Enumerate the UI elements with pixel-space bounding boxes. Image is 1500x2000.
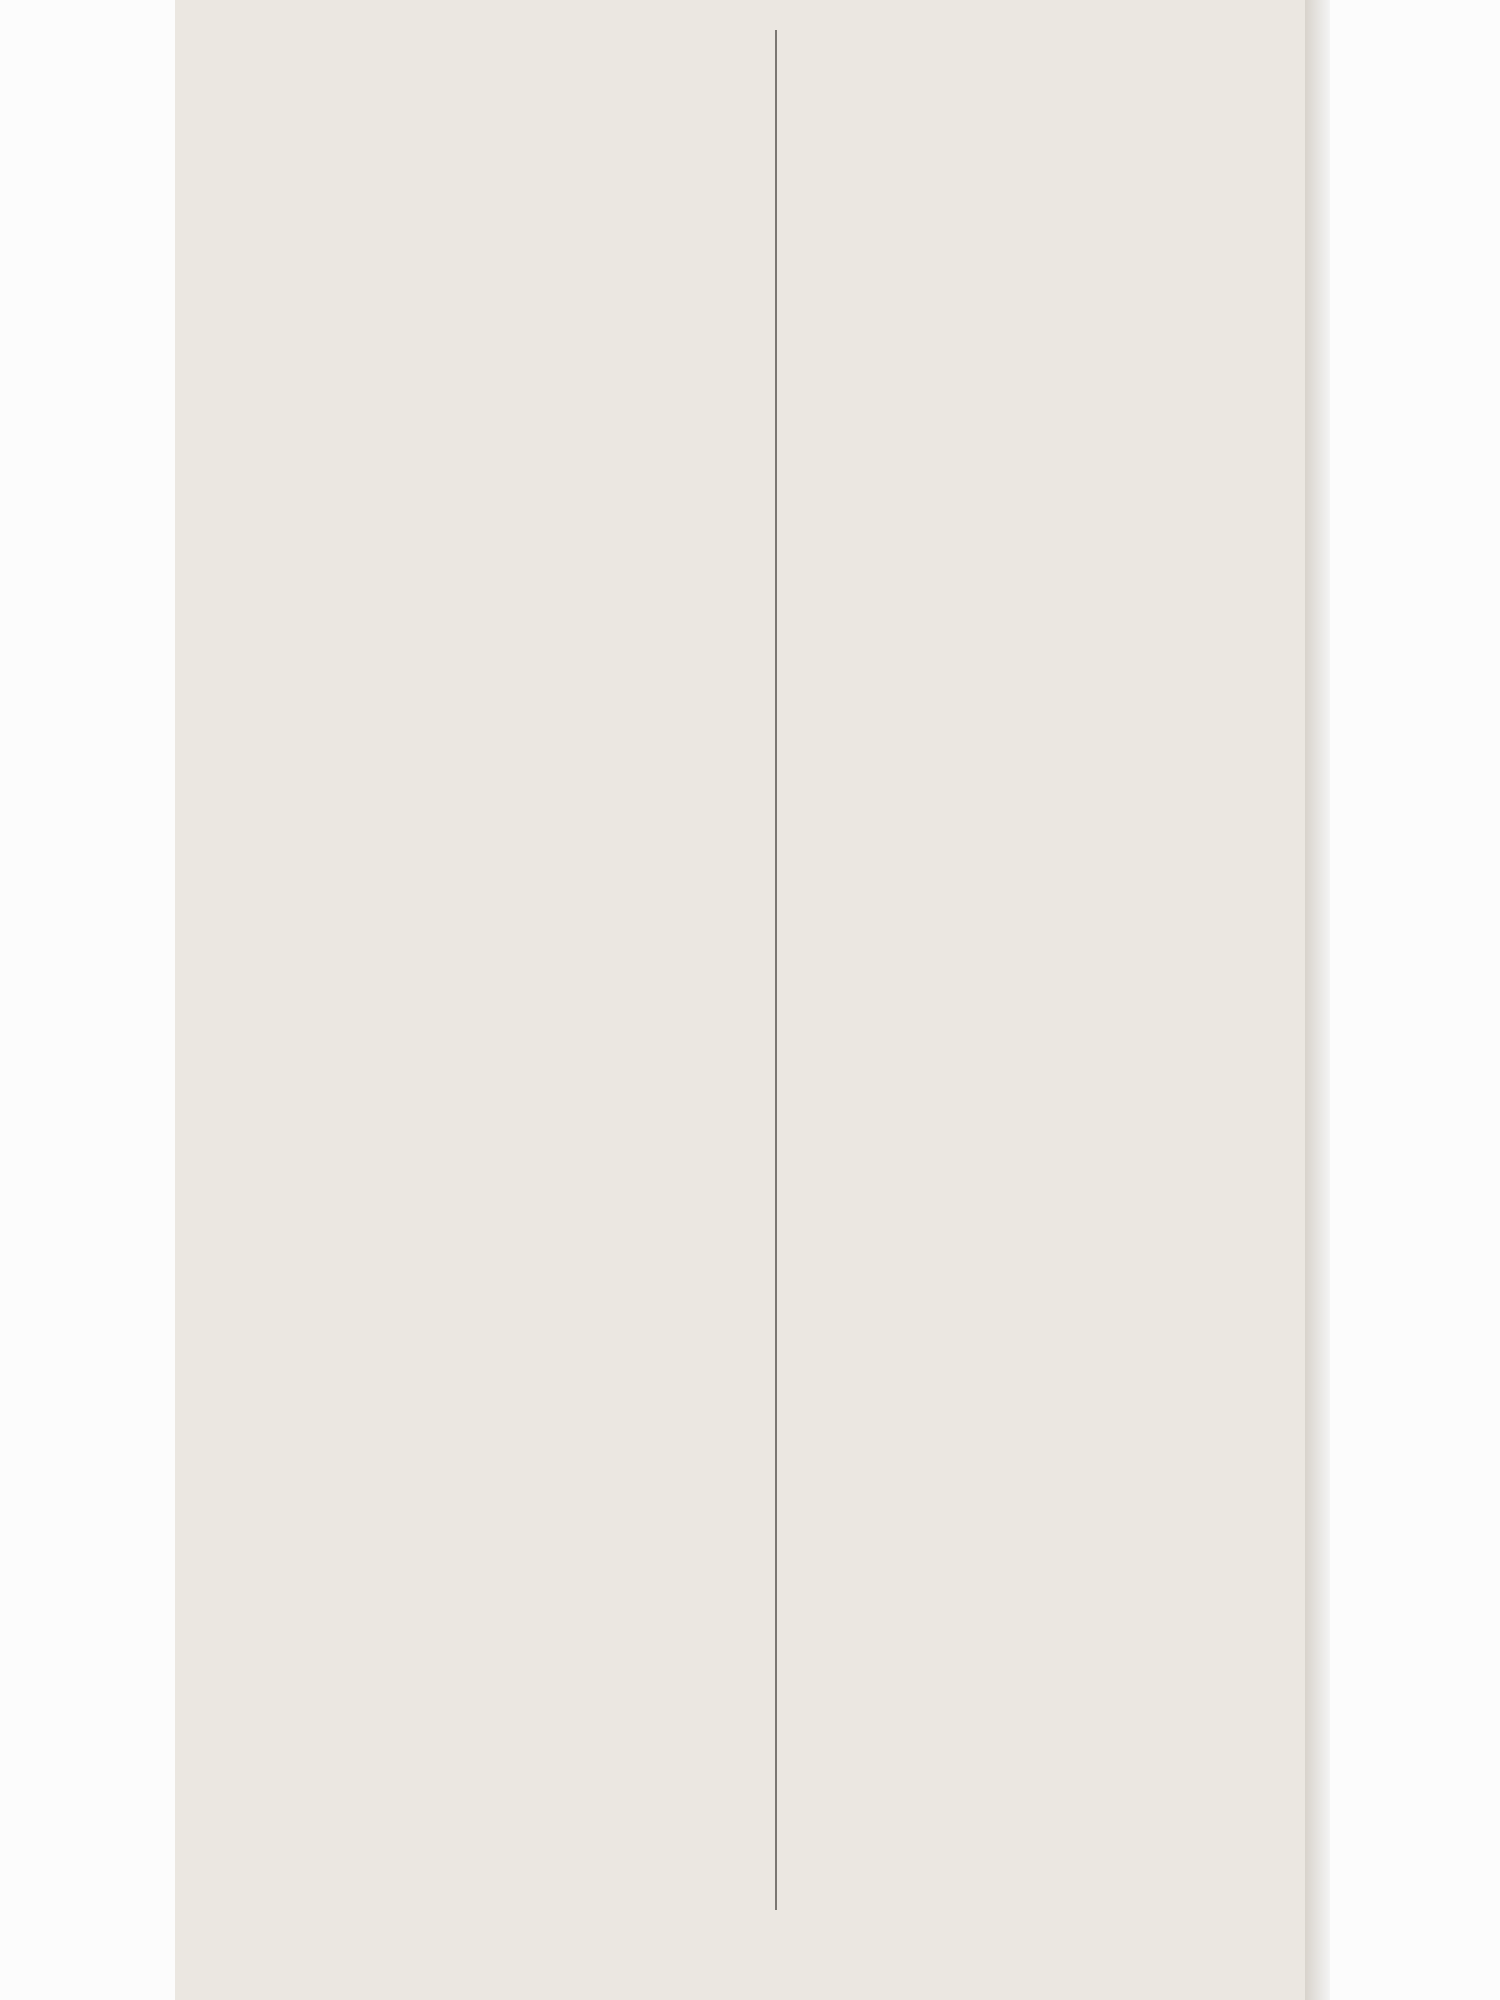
page-edge-shadow [1305, 0, 1330, 2000]
column-divider [775, 30, 777, 1910]
book-page [175, 0, 1325, 2000]
